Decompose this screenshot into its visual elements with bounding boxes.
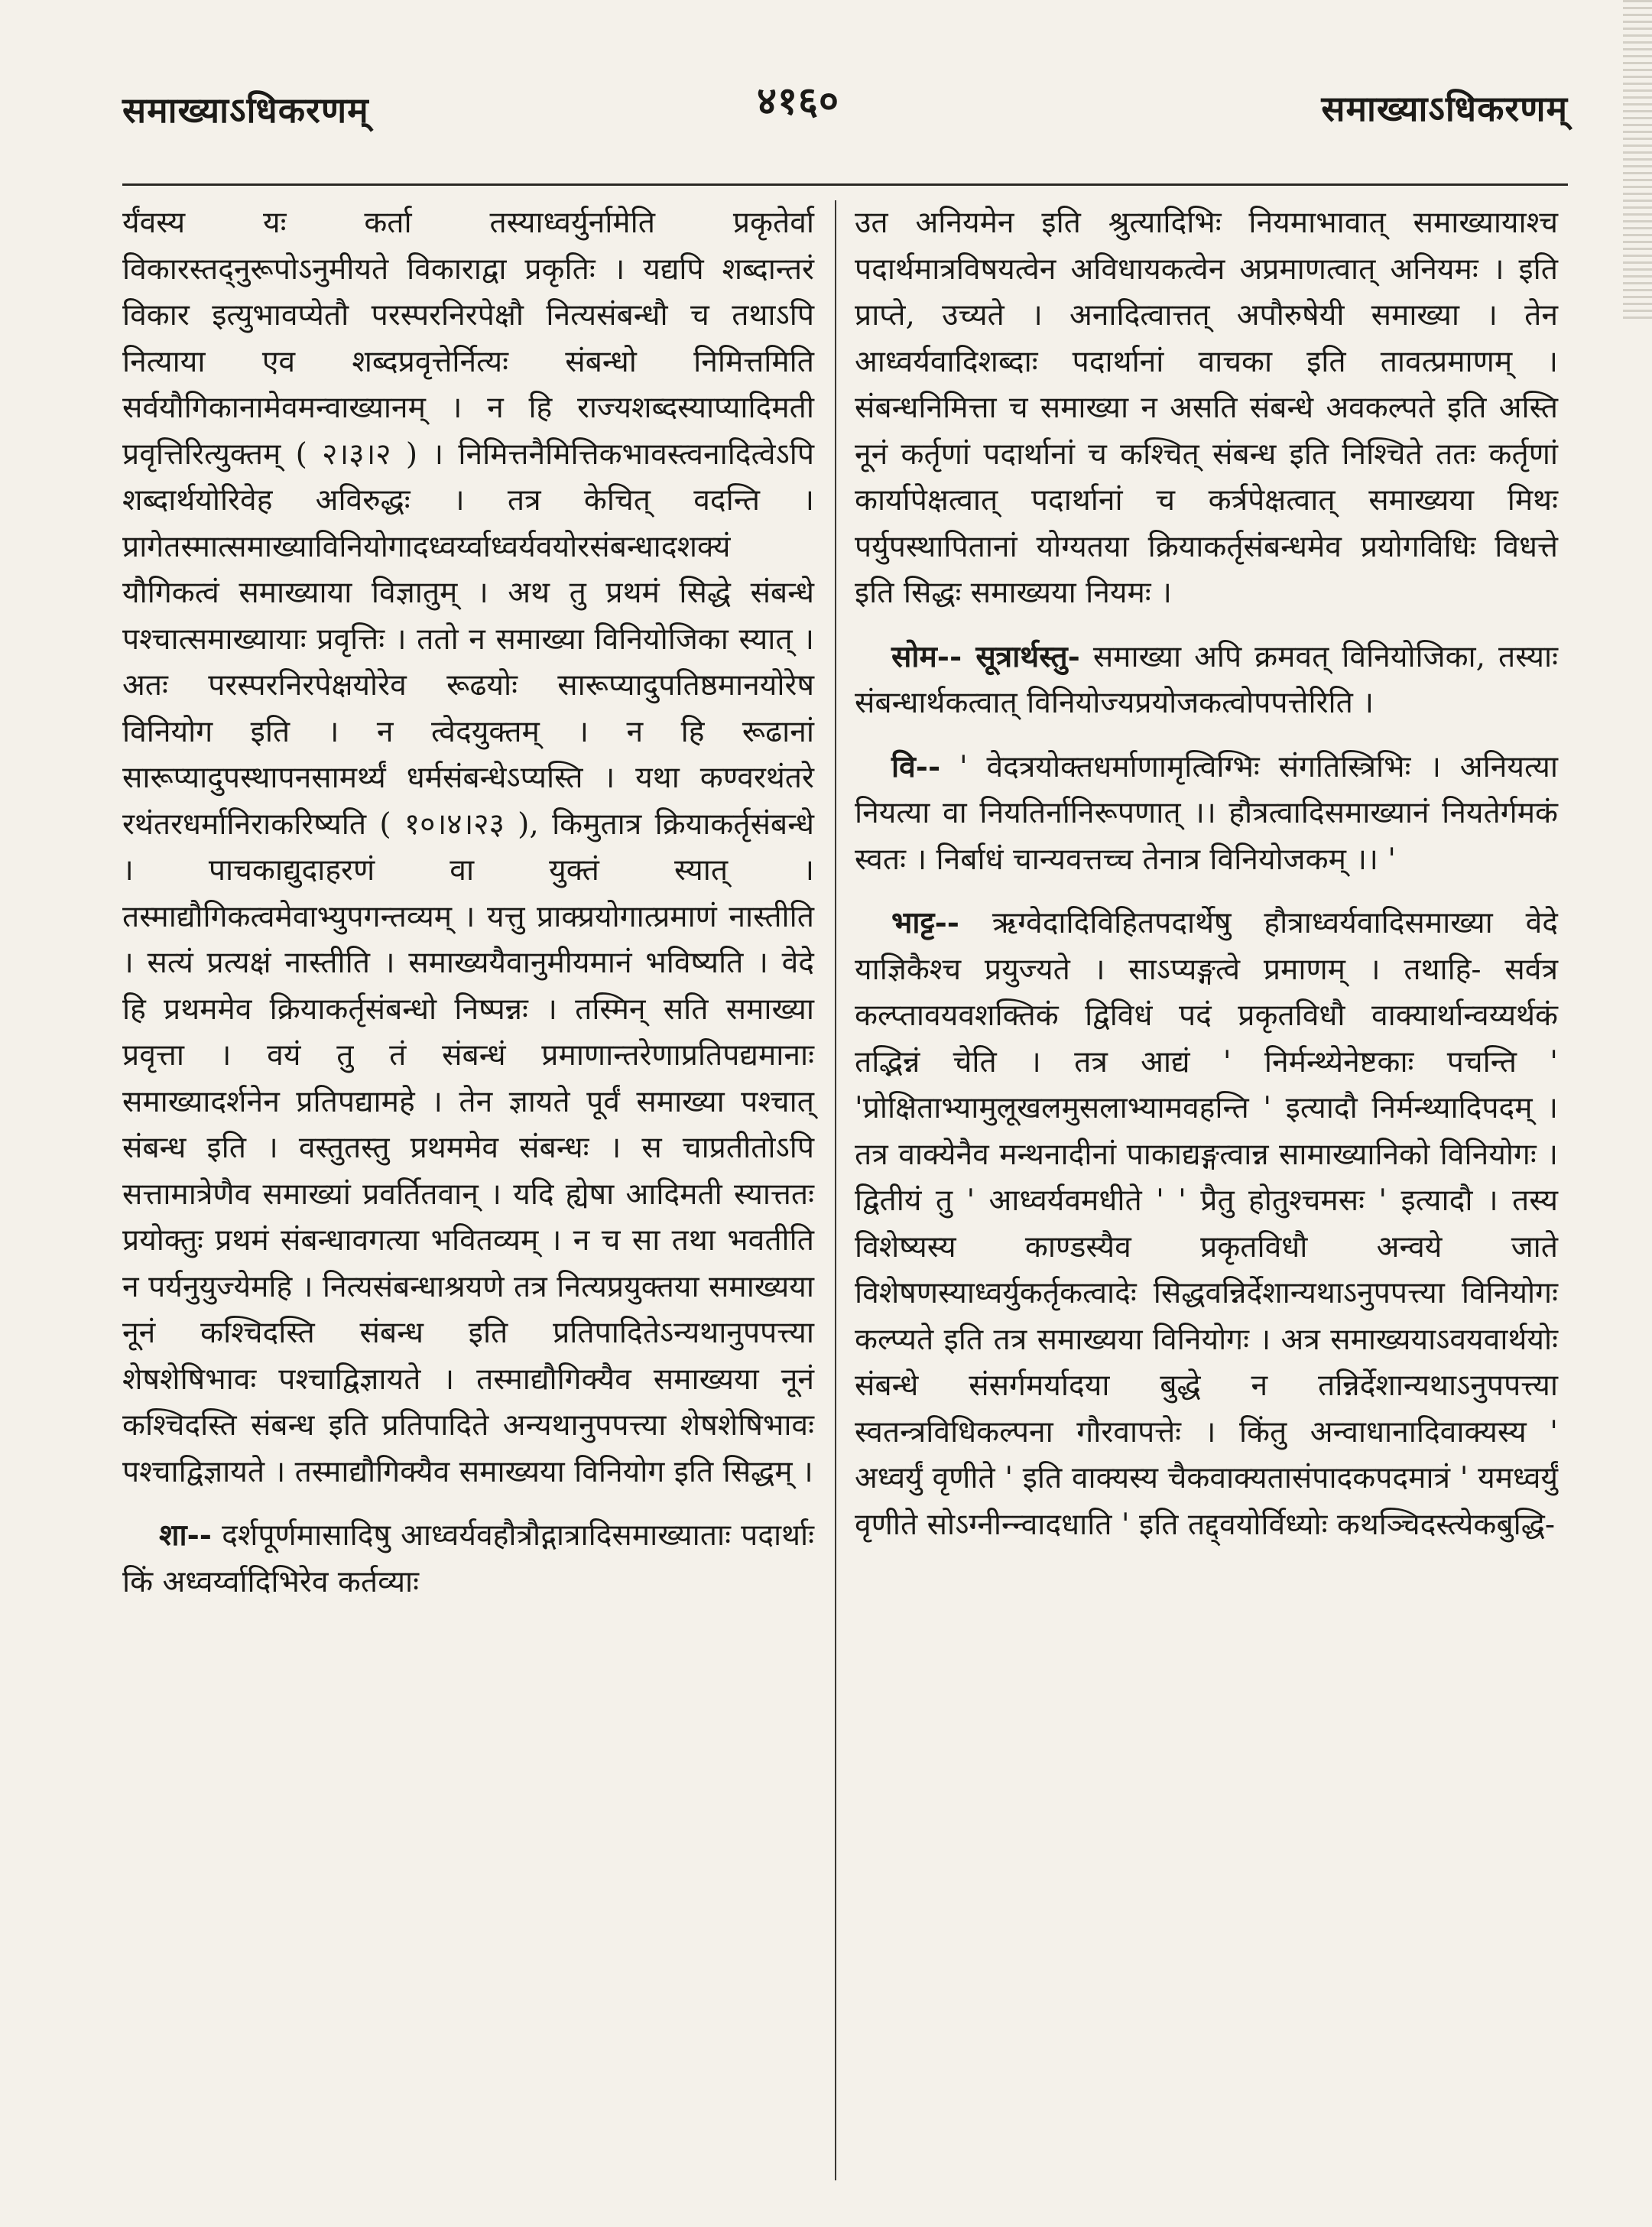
- column-divider: [835, 200, 836, 2180]
- left-column: [122, 200, 814, 1605]
- header-rule: [122, 183, 1568, 186]
- right-paragraph-2: [855, 634, 1558, 727]
- page-number: ४१६०: [757, 78, 839, 123]
- left-paragraph-2: [122, 1512, 814, 1605]
- speaker-label: वि--: [891, 748, 941, 784]
- scan-edge-noise: [1623, 0, 1652, 321]
- speaker-label: सोम-- सूत्रार्थस्तु-: [891, 638, 1080, 674]
- paragraph-text: दर्शपूर्णमासादिषु आध्वर्यवहौत्रौद्गात्रादिसमाख्याताः पदार्थाः किं अध्वर्य्वादिभिरेव कर्तव्याः: [122, 1518, 814, 1599]
- running-header-left: समाख्याऽधिकरणम्: [122, 89, 369, 131]
- paragraph-text: ऋग्वेदादिविहितपदार्थेषु हौत्राध्वर्यवादिसमाख्या वेदे याज्ञिकैश्च प्रयुज्यते । साऽप्यङ्गत्वे प्रमाणम् । तथाहि- सर्वत्र कल्प्तावयवशक्तिकं द्विविधं पदं प्रकृतविधौ वाक्यार्थान्वय्यर्थकं तद्भिन्नं चेति । तत्र आद्यं ' निर्मन्थ्येनेष्टकाः पचन्ति ' 'प्रोक्षिताभ्यामुलूखलमुसलाभ्यामवहन्ति ' इत्यादौ निर्मन्थ्यादिपदम् । तत्र वाक्येनैव मन्थनादीनां पाकाद्यङ्गत्वान्न सामाख्यानिको विनियोगः । द्वितीयं तु ' आध्वर्यवमधीते ' ' प्रैतु होतुश्चमसः ' इत्यादौ । तस्य विशेष्यस्य काण्डस्यैव प्रकृतविधौ अन्वये जाते विशेषणस्याध्वर्युकर्तृकत्वादेः सिद्धवन्निर्देशान्यथाऽनुपपत्त्या विनियोगः कल्प्यते इति तत्र समाख्यया विनियोगः । अत्र समाख्ययाऽवयवार्थयोः संबन्धे संसर्गमर्यादया बुद्धे न तन्निर्देशान्यथाऽनुपपत्त्या स्वतन्त्रविधिकल्पना गौरवापत्तेः । किंतु अन्वाधानादिवाक्यस्य ' अध्वर्युं वृणीते ' इति वाक्यस्य चैकवाक्यतासंपादकपदमात्रं ' यमध्वर्युं वृणीते सोऽग्नीन्न्वादधाति ' इति तद्द्वयोर्विध्योः कथञ्चिदस्त्येकबुद्धि-: [855, 906, 1558, 1542]
- paragraph-text: ' वेदत्रयोक्तधर्माणामृत्विग्भिः संगतिस्त्रिभिः । अनियत्या नियत्या वा नियतिर्नानिरूपणात् ।। हौत्रत्वादिसमाख्यानं नियतेर्गमकं स्वतः । निर्बाधं चान्यवत्तच्च तेनात्र विनियोजकम् ।। ': [855, 749, 1558, 877]
- right-paragraph-4: [855, 900, 1558, 1548]
- right-paragraph-1: उत अनियमेन इति श्रुत्यादिभिः नियमाभावात् समाख्यायाश्च पदार्थमात्रविषयत्वेन अविधायकत्वेन अप्रमाणत्वात् अनियमः । इति प्राप्ते, उच्यते । अनादित्वात्तत् अपौरुषेयी समाख्या । तेन आध्वर्यवादिशब्दाः पदार्थानां वाचका इति तावत्प्रमाणम् । संबन्धनिमित्ता च समाख्या न असति संबन्धे अवकल्पते इति अस्ति नूनं कर्तृणां पदार्थानां च कश्चित् संबन्ध इति निश्चिते ततः कर्तृणां कार्यापेक्षत्वात् पदार्थानां च कर्त्रपेक्षत्वात् समाख्यया मिथः पर्युपस्थापितानां योग्यतया क्रियाकर्तृसंबन्धमेव प्रयोगविधिः विधत्ते इति सिद्धः समाख्यया नियमः ।: [855, 206, 1558, 610]
- paragraph-text: समाख्या अपि क्रमवत् विनियोजिका, तस्याः संबन्धार्थकत्वात् विनियोज्यप्रयोजकत्वोपपत्तेरिति ।: [855, 639, 1559, 720]
- right-column: [855, 200, 1558, 1548]
- left-paragraph-1: र्यंवस्य यः कर्ता तस्याध्वर्युर्नामेति प्रकृतेर्वा विकारस्तद्नुरूपोऽनुमीयते विकाराद्वा प्रकृतिः । यद्यपि शब्दान्तरं विकार इत्युभावप्येतौ परस्परनिरपेक्षौ नित्यसंबन्धौ च तथाऽपि नित्याया एव शब्दप्रवृत्तेर्नित्यः संबन्धो निमित्तमिति सर्वयौगिकानामेवमन्वाख्यानम् । न हि राज्यशब्दस्याप्यादिमती प्रवृत्तिरित्युक्तम् ( २।३।२ ) । निमित्तनैमित्तिकभावस्त्वनादित्वेऽपि शब्दार्थयोरिवेह अविरुद्धः । तत्र केचित् वदन्ति । प्रागेतस्मात्समाख्याविनियोगादध्वर्य्वाध्वर्यवयोरसंबन्धादशक्यं यौगिकत्वं समाख्याया विज्ञातुम् । अथ तु प्रथमं सिद्धे संबन्धे पश्चात्समाख्यायाः प्रवृत्तिः । ततो न समाख्या विनियोजिका स्यात् । अतः परस्परनिरपेक्षयोरेव रूढयोः सारूप्यादुपतिष्ठमानयोरेष विनियोग इति । न त्वेदयुक्तम् । न हि रूढानां सारूप्यादुपस्थापनसामर्थ्यं धर्मसंबन्धेऽप्यस्ति । यथा कण्वरथंतरे रथंतरधर्मानिराकरिष्यति ( १०।४।२३ ), किमुतात्र क्रियाकर्तृसंबन्धे । पाचकाद्युदाहरणं वा युक्तं स्यात् । तस्माद्यौगिकत्वमेवाभ्युपगन्तव्यम् । यत्तु प्राक्प्रयोगात्प्रमाणं नास्तीति । सत्यं प्रत्यक्षं नास्तीति । समाख्ययैवानुमीयमानं भविष्यति । वेदे हि प्रथममेव क्रियाकर्तृसंबन्धो निष्पन्नः । तस्मिन् सति समाख्या प्रवृत्ता । वयं तु तं संबन्धं प्रमाणान्तरेणाप्रतिपद्यमानाः समाख्यादर्शनेन प्रतिपद्यामहे । तेन ज्ञायते पूर्वं समाख्या पश्चात् संबन्ध इति । वस्तुतस्तु प्रथममेव संबन्धः । स चाप्रतीतोऽपि सत्तामात्रेणैव समाख्यां प्रवर्तितवान् । यदि ह्येषा आदिमती स्यात्ततः प्रयोक्तुः प्रथमं संबन्धावगत्या भवितव्यम् । न च सा तथा भवतीति न पर्यनुयुज्येमहि । नित्यसंबन्धाश्रयणे तत्र नित्यप्रयुक्तया समाख्यया नूनं कश्चिदस्ति संबन्ध इति प्रतिपादितेऽन्यथानुपपत्त्या शेषशेषिभावः पश्चाद्विज्ञायते । तस्माद्यौगिक्यैव समाख्यया नूनं कश्चिदस्ति संबन्ध इति प्रतिपादिते अन्यथानुपपत्त्या शेषशेषिभावः पश्चाद्विज्ञायते । तस्माद्यौगिक्यैव समाख्यया विनियोग इति सिद्धम् ।: [122, 206, 814, 1489]
- speaker-label: शा--: [159, 1518, 212, 1553]
- running-header-right: समाख्याऽधिकरणम्: [1321, 88, 1568, 129]
- speaker-label: भाट्ट--: [891, 905, 959, 940]
- right-paragraph-3: [855, 744, 1558, 884]
